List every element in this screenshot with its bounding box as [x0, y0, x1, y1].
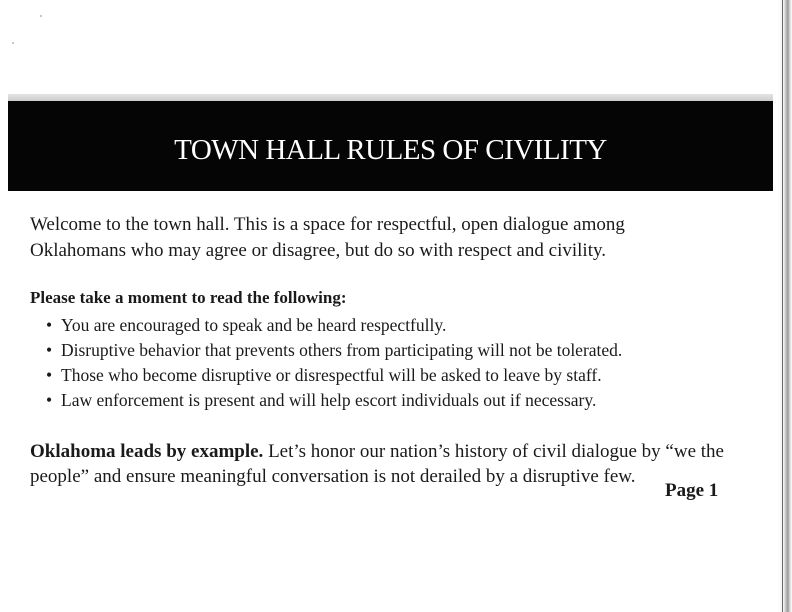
page-edge-shadow — [778, 0, 792, 612]
bullet-icon: • — [46, 315, 53, 335]
closing-lead: Oklahoma leads by example. — [30, 441, 264, 462]
closing-text: Let’s honor our nation’s history of civil dialogue by “we the people” and ensure meaningful conversation is not derailed by a disruptive few. — [30, 441, 724, 487]
page-title: TOWN HALL RULES OF CIVILITY — [174, 133, 607, 166]
list-item — [46, 338, 622, 363]
list-item — [46, 313, 622, 338]
list-item — [46, 388, 622, 413]
bullet-icon: • — [46, 340, 53, 360]
rule-text: You are encouraged to speak and be heard respectfully. — [61, 315, 447, 335]
bullet-icon: • — [46, 390, 53, 410]
page-edge-line — [782, 0, 783, 612]
scan-speck — [12, 42, 14, 44]
rule-text: Those who become disruptive or disrespectful will be asked to leave by staff. — [61, 365, 602, 385]
rules-list — [46, 313, 622, 413]
scan-speck — [40, 15, 42, 17]
rule-text: Law enforcement is present and will help escort individuals out if necessary. — [61, 390, 597, 410]
title-banner — [8, 101, 773, 191]
list-item — [46, 363, 622, 388]
bullet-icon: • — [46, 365, 53, 385]
closing-paragraph — [30, 439, 750, 489]
rule-text: Disruptive behavior that prevents others from participating will not be tolerated. — [61, 340, 623, 360]
intro-paragraph: Welcome to the town hall. This is a space for respectful, open dialogue among Oklahomans who may agree or disagree, but do so with respect and civility. — [30, 214, 625, 261]
rules-heading: Please take a moment to read the following: — [30, 288, 347, 307]
page-number: Page 1 — [665, 480, 719, 501]
